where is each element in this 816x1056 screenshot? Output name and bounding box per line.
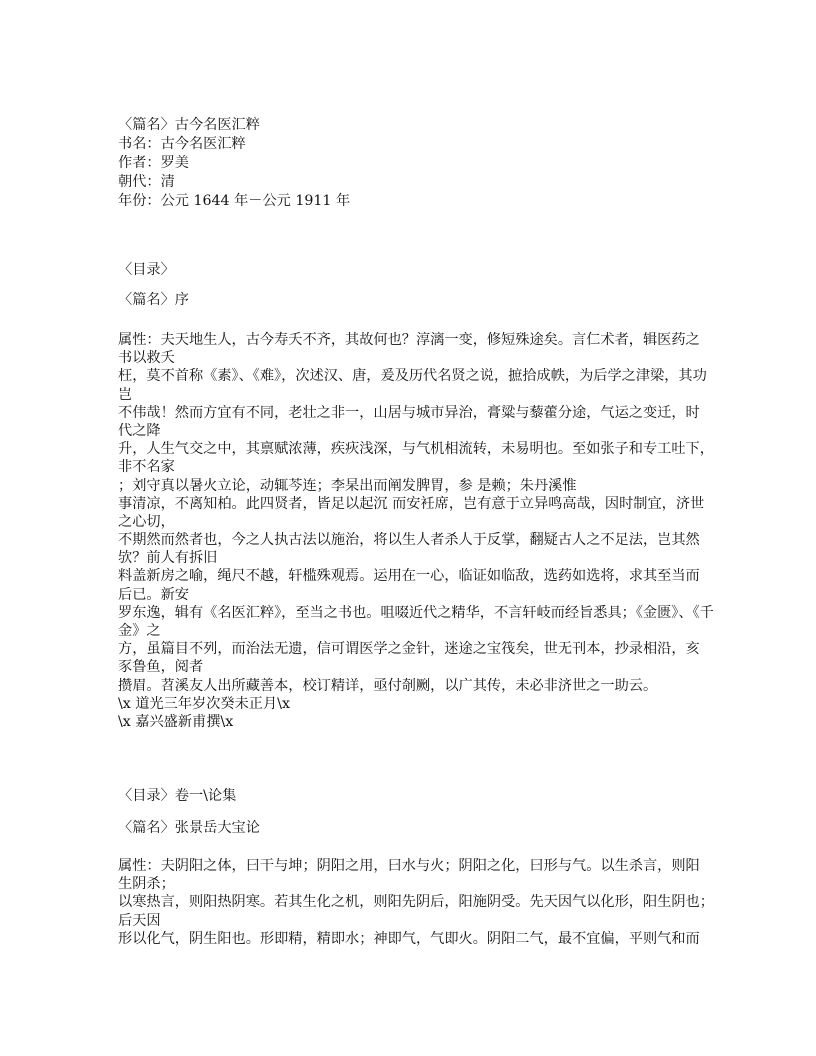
section-title-dabao: 〈篇名〉张景岳大宝论 [118, 820, 260, 836]
body-text-line: \x 嘉兴盛新甫撰\x [118, 713, 234, 730]
body-text-line: 之心切， [118, 513, 175, 530]
section-title-preface: 〈篇名〉序 [118, 292, 189, 308]
body-text-line: 不伟哉！然而方宜有不同，老壮之非一，山居与城市异治，膏粱与藜藿分途，气运之变迁，时 [118, 404, 700, 421]
body-text-line: 后已。新安 [118, 586, 189, 603]
body-text-line: 属性：夫阴阳之体，曰干与坤；阴阳之用，曰水与火；阴阳之化，曰形与气。以生杀言，则阳 [118, 858, 700, 874]
body-text-line: 形以化气，阴生阳也。形即精，精即水；神即气，气即火。阴阳二气，最不宜偏，平则气和而 [118, 930, 700, 947]
body-text-line: 书以救夭 [118, 350, 175, 367]
preface-body [118, 331, 714, 731]
body-text-line: 升，人生气交之中，其禀赋浓薄，疾疢浅深，与气机相流转，未易明也。至如张子和专工吐下， [118, 441, 714, 458]
chapter-title-line: 〈篇名〉古今名医汇粹 [118, 117, 260, 133]
body-text-line: 代之降 [118, 422, 161, 439]
body-text-line: 豕鲁鱼，阅者 [118, 659, 204, 676]
body-text-line: 非不名家 [118, 459, 175, 476]
year-line: 年份：公元 1644 年－公元 1911 年 [118, 193, 351, 209]
author-line: 作者：罗美 [118, 155, 189, 171]
book-name-line: 书名：古今名医汇粹 [118, 136, 246, 152]
body-text-line: 攒眉。苕溪友人出所藏善本，校订精详，亟付剞劂，以广其传，未必非济世之一助云。 [118, 677, 658, 694]
body-text-line: 后天因 [118, 912, 161, 929]
dynasty-line: 朝代：清 [118, 174, 175, 190]
toc-volume-heading: 〈目录〉卷一\论集 [118, 788, 237, 804]
body-text-line: 生阴杀； [118, 876, 175, 893]
body-text-line: 以寒热言，则阳热阴寒。若其生化之机，则阳先阴后，阳施阴受。先天因气以化形，阳生阴也； [118, 894, 714, 911]
body-text-line: 料盖新房之喻，绳尺不越，轩槛殊观焉。运用在一心，临证如临敌，选药如选将，求其至当而 [118, 568, 700, 585]
body-text-line: 不期然而然者也，今之人执古法以施治，将以生人者杀人于反掌，翻疑古人之不足法，岂其然 [118, 532, 700, 549]
body-text-line: 岂 [118, 386, 133, 403]
body-text-line: 枉，莫不首称《素》、《难》，次述汉、唐，爰及历代名贤之说，摭拾成帙，为后学之津梁，其功 [118, 368, 707, 385]
body-text-line: \x 道光三年岁次癸未正月\x [118, 695, 290, 712]
body-text-line: 欤？前人有拆旧 [118, 550, 218, 567]
toc-heading: 〈目录〉 [118, 262, 175, 278]
body-text-line: ；刘守真以暑火立论，动辄芩连；李杲出而阐发脾胃，参 是赖；朱丹溪惟 [118, 477, 577, 494]
dabao-body [118, 857, 714, 948]
body-text-line: 事清凉，不离知柏。此四贤者，皆足以起沉 而安衽席，岂有意于立异鸣高哉，因时制宜，济世 [118, 495, 705, 512]
body-text-line: 金》之 [118, 623, 161, 639]
body-text-line: 方，虽篇目不列，而治法无遗，信可谓医学之金针，迷途之宝筏矣，世无刊本，抄录相沿，亥 [118, 641, 700, 658]
book-info-header [118, 116, 350, 211]
body-text-line: 罗东逸，辑有《名医汇粹》，至当之书也。咀啜近代之精华，不言轩岐而经旨悉具；《金匮》、《千 [118, 604, 714, 621]
body-text-line: 属性：夫天地生人，古今寿夭不齐，其故何也？淳漓一变，修短殊途矣。言仁术者，辑医药之 [118, 332, 700, 348]
